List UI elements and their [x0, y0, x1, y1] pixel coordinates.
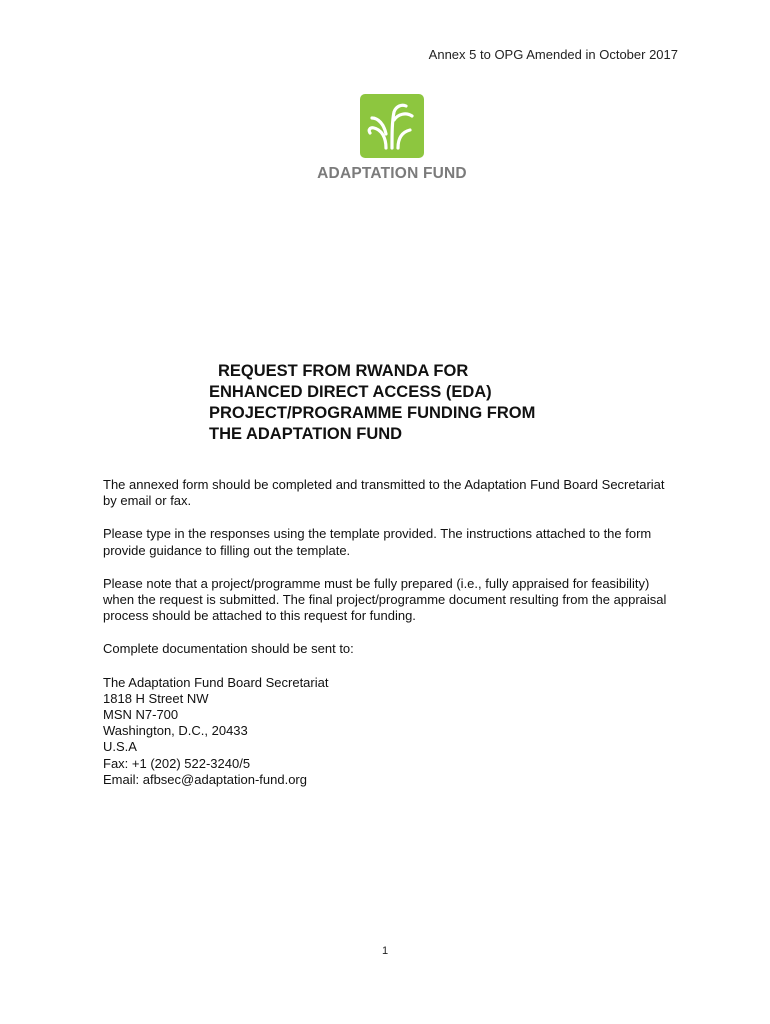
- address-line: The Adaptation Fund Board Secretariat: [103, 674, 329, 690]
- page-number: 1: [381, 945, 389, 957]
- instruction-paragraph: The annexed form should be completed and transmitted to the Adaptation Fund Board Secretariat by email or fax.: [103, 477, 665, 509]
- document-title: [209, 361, 629, 445]
- address-line: Washington, D.C., 20433: [103, 723, 248, 739]
- address-line: U.S.A: [103, 739, 137, 755]
- instruction-paragraph: Complete documentation should be sent to:: [103, 641, 354, 657]
- fountain-leaf-icon: [360, 94, 424, 158]
- address-email[interactable]: Email: afbsec@adaptation-fund.org: [103, 771, 307, 787]
- logo-text: ADAPTATION FUND: [317, 165, 467, 182]
- instruction-paragraph: Please note that a project/programme must be fully prepared (i.e., fully appraised for feasibility) when the request is submitted. The final project/programme document resulting from the appraisal process should be attached to this request for funding.: [103, 575, 667, 624]
- header-annex-note: Annex 5 to OPG Amended in October 2017: [428, 47, 678, 62]
- address-line: MSN N7-700: [103, 707, 179, 723]
- title-line: THE ADAPTATION FUND: [209, 425, 403, 443]
- instruction-paragraph: Please type in the responses using the template provided. The instructions attached to the form provide guidance to filling out the template.: [103, 526, 652, 558]
- secretariat-address: [103, 675, 673, 788]
- address-fax: Fax: +1 (202) 522-3240/5: [103, 755, 251, 771]
- title-line: ENHANCED DIRECT ACCESS (EDA): [209, 383, 492, 401]
- adaptation-fund-logo: [312, 94, 472, 190]
- title-line: PROJECT/PROGRAMME FUNDING FROM: [209, 404, 536, 422]
- title-line: REQUEST FROM RWANDA FOR: [218, 362, 469, 380]
- instructions-body: [103, 477, 673, 788]
- address-line: 1818 H Street NW: [103, 690, 209, 706]
